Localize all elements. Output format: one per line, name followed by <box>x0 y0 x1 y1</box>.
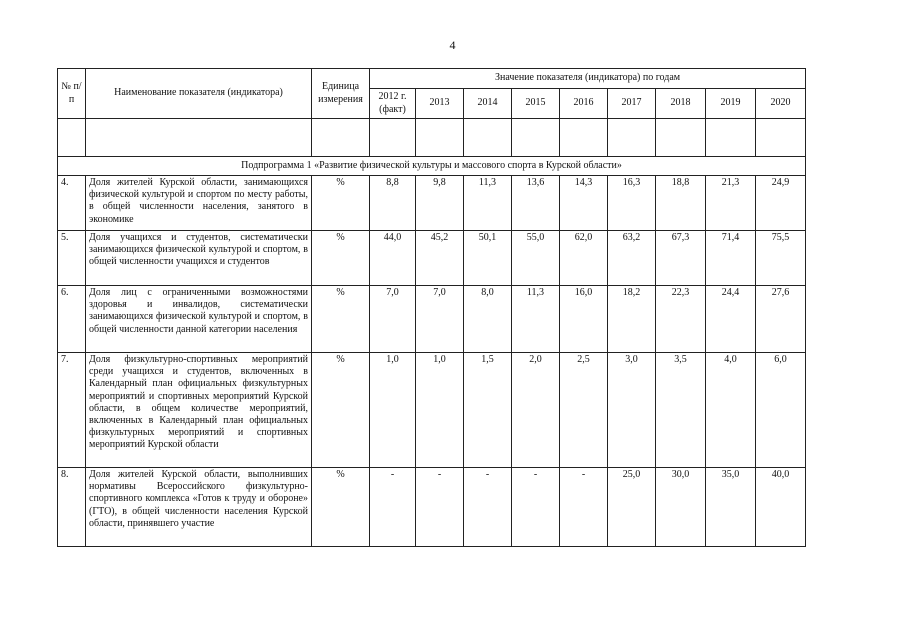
row-value: 2,0 <box>512 353 560 468</box>
row-value: 40,0 <box>756 468 806 547</box>
row-index: 5. <box>58 231 86 286</box>
row-value: 16,0 <box>560 286 608 353</box>
row-index: 7. <box>58 353 86 468</box>
row-value: 1,0 <box>370 353 416 468</box>
header-year: 2015 <box>512 89 560 119</box>
header-name: Наименование показателя (индикатора) <box>86 69 312 119</box>
header-year: 2018 <box>656 89 706 119</box>
row-value: 44,0 <box>370 231 416 286</box>
row-name: Доля физкультурно-спортивных мероприятий среди учащихся и студентов, включенных в Календарный план официальных физкультурных мероприятий и спортивных мероприятий Курской области, в общем количестве мероприятий, включенных в Календарный план официальных физкультурных мероприятий и спортивных мероприятий Курской области <box>86 353 312 468</box>
row-name: Доля учащихся и студентов, систематически занимающихся физической культурой и спортом, в общей численности учащихся и студентов <box>86 231 312 286</box>
row-value: 8,8 <box>370 176 416 231</box>
row-value: 71,4 <box>706 231 756 286</box>
row-unit: % <box>312 286 370 353</box>
header-year: 2020 <box>756 89 806 119</box>
row-value: 24,4 <box>706 286 756 353</box>
row-value: 6,0 <box>756 353 806 468</box>
header-year: 2012 г. (факт) <box>370 89 416 119</box>
row-value: 55,0 <box>512 231 560 286</box>
table-row <box>58 286 806 353</box>
header-year: 2016 <box>560 89 608 119</box>
indicator-table <box>57 68 806 547</box>
row-value: 2,5 <box>560 353 608 468</box>
row-value: 24,9 <box>756 176 806 231</box>
row-value: 63,2 <box>608 231 656 286</box>
row-value: 21,3 <box>706 176 756 231</box>
page-number: 4 <box>449 38 456 52</box>
row-value: 1,5 <box>464 353 512 468</box>
row-value: - <box>512 468 560 547</box>
header-year: 2013 <box>416 89 464 119</box>
table-row <box>58 176 806 231</box>
row-value: 1,0 <box>416 353 464 468</box>
row-value: 3,0 <box>608 353 656 468</box>
row-unit: % <box>312 468 370 547</box>
row-value: 11,3 <box>464 176 512 231</box>
header-num: № п/п <box>58 69 86 119</box>
row-value: 4,0 <box>706 353 756 468</box>
row-index: 6. <box>58 286 86 353</box>
row-value: 35,0 <box>706 468 756 547</box>
row-value: 14,3 <box>560 176 608 231</box>
header-values: Значение показателя (индикатора) по годам <box>370 69 806 89</box>
header-unit: Единица измерения <box>312 69 370 119</box>
row-value: 11,3 <box>512 286 560 353</box>
empty-row <box>58 119 806 157</box>
row-name: Доля жителей Курской области, занимающихся физической культурой и спортом по месту работы, в общей численности населения, занятого в экономике <box>86 176 312 231</box>
row-value: 7,0 <box>416 286 464 353</box>
row-value: 18,8 <box>656 176 706 231</box>
row-unit: % <box>312 176 370 231</box>
row-value: 9,8 <box>416 176 464 231</box>
table-row <box>58 468 806 547</box>
row-name: Доля лиц с ограниченными возможностями здоровья и инвалидов, систематически занимающихся физической культурой и спортом, в общей численности данной категории населения <box>86 286 312 353</box>
row-value: 62,0 <box>560 231 608 286</box>
row-index: 8. <box>58 468 86 547</box>
row-value: 25,0 <box>608 468 656 547</box>
subprogram-title: Подпрограмма 1 «Развитие физической культуры и массового спорта в Курской области» <box>58 157 806 176</box>
row-unit: % <box>312 231 370 286</box>
row-value: 67,3 <box>656 231 706 286</box>
row-value: - <box>416 468 464 547</box>
row-value: - <box>464 468 512 547</box>
row-value: 3,5 <box>656 353 706 468</box>
row-value: 7,0 <box>370 286 416 353</box>
row-value: 8,0 <box>464 286 512 353</box>
row-value: - <box>560 468 608 547</box>
row-value: 75,5 <box>756 231 806 286</box>
row-value: 27,6 <box>756 286 806 353</box>
row-value: 22,3 <box>656 286 706 353</box>
row-index: 4. <box>58 176 86 231</box>
row-value: 50,1 <box>464 231 512 286</box>
row-name: Доля жителей Курской области, выполнивших нормативы Всероссийского физкультурно-спортивного комплекса «Готов к труду и обороне» (ГТО), в общей численности населения Курской области, принявшего участие <box>86 468 312 547</box>
table-row <box>58 353 806 468</box>
row-value: 30,0 <box>656 468 706 547</box>
header-year: 2014 <box>464 89 512 119</box>
header-year: 2019 <box>706 89 756 119</box>
header-year: 2017 <box>608 89 656 119</box>
header-row <box>58 69 806 89</box>
row-value: 16,3 <box>608 176 656 231</box>
row-value: 13,6 <box>512 176 560 231</box>
row-value: 18,2 <box>608 286 656 353</box>
subprogram-row <box>58 157 806 176</box>
table-row <box>58 231 806 286</box>
row-value: - <box>370 468 416 547</box>
row-unit: % <box>312 353 370 468</box>
row-value: 45,2 <box>416 231 464 286</box>
